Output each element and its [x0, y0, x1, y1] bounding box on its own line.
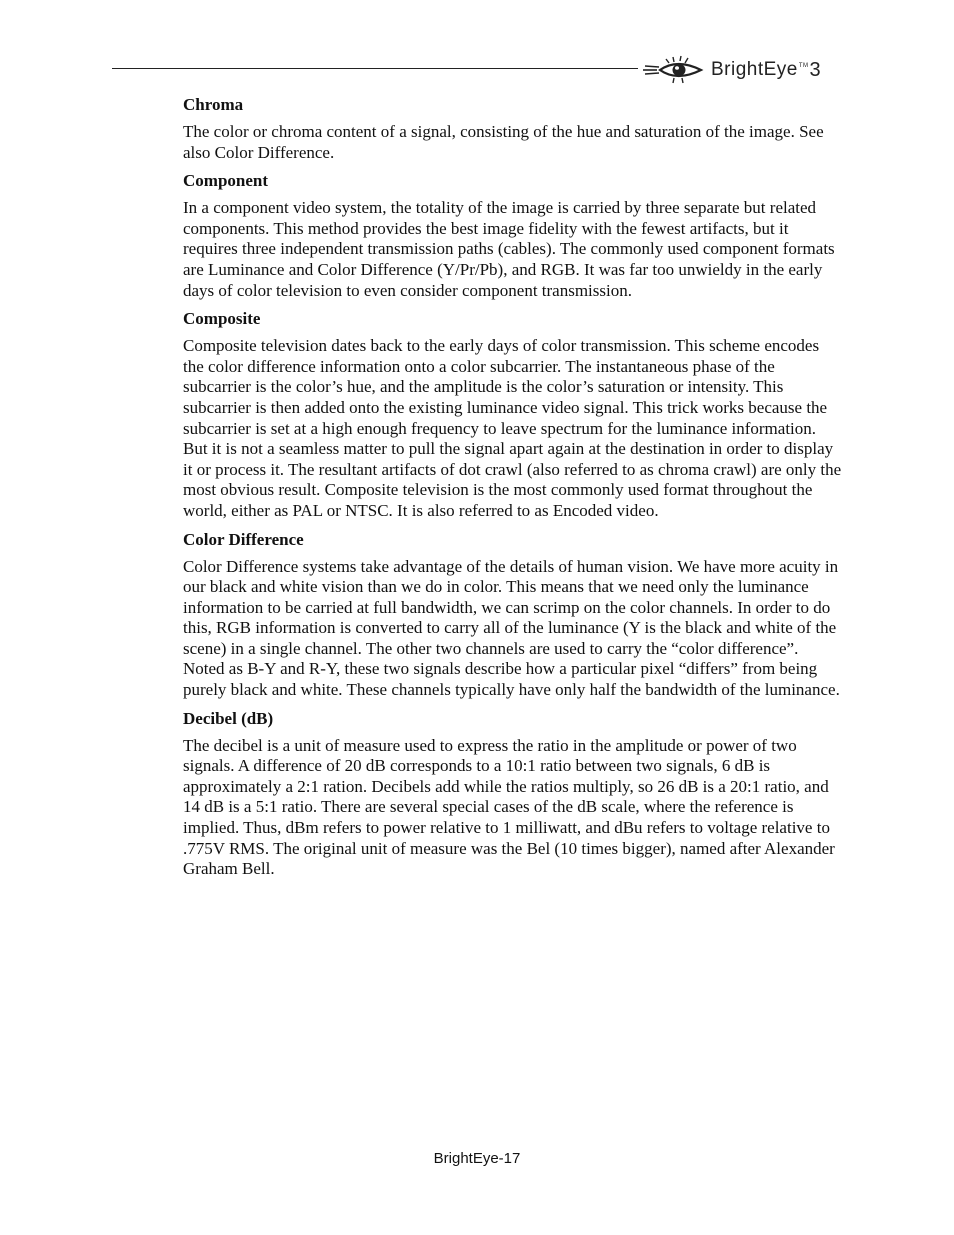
entry-term: Component [183, 171, 269, 191]
logo-text: BrightEye [711, 59, 798, 80]
glossary-content [183, 94, 843, 887]
header-rule [112, 68, 638, 69]
entry-definition: The color or chroma content of a signal, consisting of the hue and saturation of the image. See also Color Difference. [183, 122, 824, 162]
entry-term: Composite [183, 309, 261, 329]
glossary-entry-component [183, 170, 843, 301]
entry-definition: Composite television dates back to the early days of color transmission. This scheme encodes the color difference information onto a color subcarrier. The instantaneous phase of the subcarrier is the color’s hue, and the amplitude is the color’s saturation or intensity. This subcarrier is then added onto the existing luminance video signal. This trick works because the subcarrier is set at a high enough frequency to leave spectrum for the luminance information. But it is not a seamless matter to pull the signal apart again at the destination in order to display it or process it. The resultant artifacts of dot crawl (also referred to as chroma crawl) are only the most obvious result. Composite television is the most commonly used format throughout the world, either as PAL or NTSC. It is also referred to as Encoded video. [183, 336, 842, 520]
glossary-entry-composite [183, 308, 843, 521]
entry-term: Chroma [183, 95, 244, 114]
page-number: BrightEye-17 [433, 1150, 521, 1167]
brighteye-logo [643, 55, 821, 85]
entry-term: Decibel (dB) [183, 708, 274, 728]
glossary-entry-chroma [183, 94, 843, 163]
entry-definition: In a component video system, the totality of the image is carried by three separate but related components. This method provides the best image fidelity with the fewest artifacts, but it requires three independent transmission paths (cables). The commonly used component formats are Luminance and Color Difference (Y/Pr/Pb), and RGB. It was far too unwieldy in the early days of color television to even consider component transmission. [183, 198, 835, 300]
eye-icon [643, 55, 707, 85]
glossary-entry-color-difference [183, 529, 843, 701]
logo-number: 3 [809, 59, 822, 81]
entry-term: Color Difference [183, 529, 304, 549]
entry-definition: Color Difference systems take advantage of the details of human vision. We have more acuity in our black and white vision than we do in color. This means that we need only the luminance information to be carried at full bandwidth, we can scrimp on the color channels. In order to do this, RGB information is converted to carry all of the luminance (Y is the black and white of the scene) in a single channel. The other two channels are used to carry the “color difference”. Noted as B-Y and R-Y, these two signals describe how a particular pixel “differs” from being purely black and white. These channels typically have only half the bandwidth of the luminance. [183, 556, 840, 700]
entry-definition: The decibel is a unit of measure used to express the ratio in the amplitude or power of two signals. A difference of 20 dB corresponds to a 10:1 ratio between two signals, 6 dB is approximately a 2:1 ration. Decibels add while the ratios multiply, so 26 dB is a 20:1 ratio, and 14 dB is a 5:1 ratio. There are several special cases of the dB scale, where the reference is implied. Thus, dBm refers to power relative to 1 milliwatt, and dBu refers to voltage relative to .775V RMS. The original unit of measure was the Bel (10 times bigger), named after Alexander Graham Bell. [183, 735, 835, 879]
logo-wordmark [711, 55, 821, 85]
glossary-entry-decibel [183, 708, 843, 880]
logo-trademark: TM [798, 63, 809, 69]
